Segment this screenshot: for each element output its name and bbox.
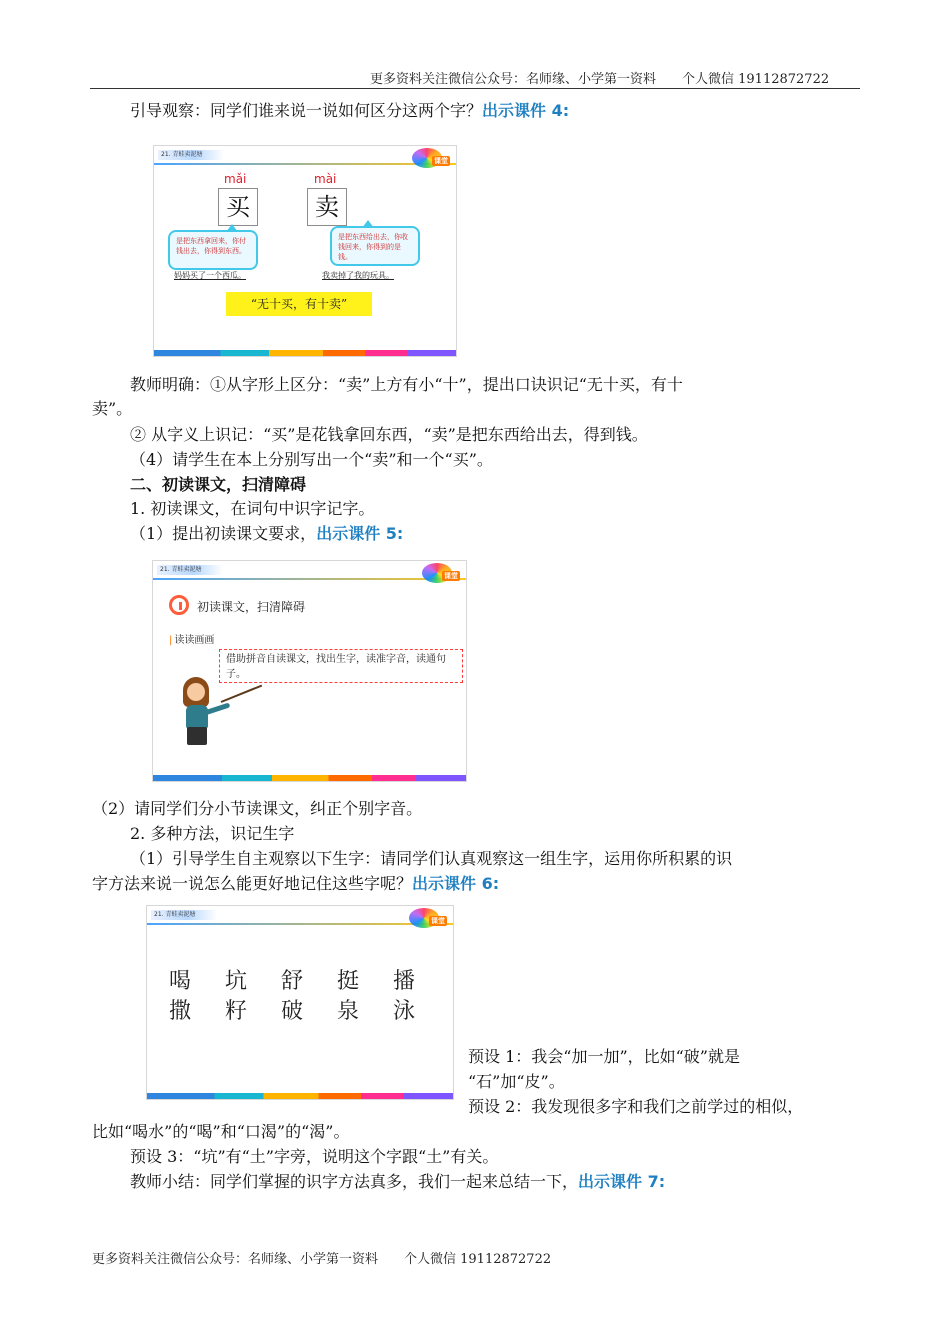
teacher-illustration <box>177 677 217 753</box>
char-buy: 买 <box>218 188 258 226</box>
paragraph-preset-1: 预设 1：我会“加一加”，比如“破”就是 <box>468 1047 740 1066</box>
char-keng: 坑 <box>225 969 248 994</box>
char-ting: 挺 <box>337 969 360 994</box>
char-sa: 撒 <box>169 999 192 1024</box>
courseware-link-7[interactable]: 出示课件 7: <box>578 1172 666 1191</box>
target-icon <box>169 595 189 615</box>
section-heading-2: 二、初读课文，扫清障碍 <box>130 475 307 494</box>
paragraph-preset-2: 预设 2：我发现很多字和我们之前学过的相似， <box>468 1097 804 1116</box>
courseware-slide-6 <box>146 905 454 1100</box>
requirement-text: （1）提出初读课文要求， <box>130 524 317 543</box>
observe-text: 字方法来说一说怎么能更好地记住这些字呢？ <box>92 874 413 893</box>
slide-bottom-stripe <box>154 350 456 356</box>
courseware-link-4[interactable]: 出示课件 4: <box>482 101 570 120</box>
paragraph-preset-2-cont: 比如“喝水”的“喝”和“口渴”的“渴”。 <box>92 1122 350 1141</box>
page-header: 更多资料关注微信公众号：名师缘、小学第一资料 个人微信 19112872722 <box>370 72 830 87</box>
paragraph-observe-cont <box>92 872 499 896</box>
bubble-sell-meaning: 是把东西给出去，你收钱回来，你得到的是钱。 <box>330 226 420 266</box>
slide-subtitle: | 读读画画 <box>169 631 214 646</box>
slide-bottom-stripe <box>147 1093 453 1099</box>
slide-tag: 21. 青蛙卖泥塘 <box>158 150 224 160</box>
sentence-buy: 妈妈买了一个西瓜。 <box>174 271 246 280</box>
paragraph-requirement <box>130 522 403 546</box>
mnemonic-rhyme: “无十买，有十卖” <box>226 292 372 316</box>
slide-tag: 21. 青蛙卖泥塘 <box>157 565 223 575</box>
paragraph-observe: （1）引导学生自主观察以下生字：请同学们认真观察这一组生字，运用你所积累的识 <box>130 849 733 868</box>
paragraph-read-sections: （2）请同学们分小节读课文，纠正个别字音。 <box>92 799 423 818</box>
brand-logo: 课堂 <box>414 563 460 585</box>
pinyin-mai3: mǎi <box>224 172 247 186</box>
slide-bottom-stripe <box>153 775 466 781</box>
guide-text: 引导观察：同学们谁来说一说如何区分这两个字？ <box>130 101 483 120</box>
paragraph-guide <box>130 99 569 123</box>
paragraph-teacher-clarify-cont: 卖”。 <box>92 399 133 418</box>
brand-logo: 课堂 <box>404 148 450 170</box>
char-bo: 播 <box>393 969 416 994</box>
paragraph-preset-1-cont: “石”加“皮”。 <box>468 1072 565 1091</box>
char-yong: 泳 <box>393 999 416 1024</box>
paragraph-teacher-summary <box>130 1170 665 1194</box>
paragraph-meaning: ② 从字义上识记：“买”是花钱拿回东西，“卖”是把东西给出去，得到钱。 <box>130 425 648 444</box>
paragraph-preset-3: 预设 3：“坑”有“土”字旁，说明这个字跟“土”有关。 <box>130 1147 499 1166</box>
header-rule <box>90 88 860 89</box>
char-quan: 泉 <box>337 999 360 1024</box>
courseware-link-5[interactable]: 出示课件 5: <box>316 524 404 543</box>
paragraph-methods: 2. 多种方法，识记生字 <box>130 824 295 843</box>
char-shu: 舒 <box>281 969 304 994</box>
page-footer: 更多资料关注微信公众号：名师缘、小学第一资料 个人微信 19112872722 <box>92 1252 552 1267</box>
bubble-buy-meaning: 是把东西拿回来，你付钱出去，你得到东西。 <box>168 230 258 270</box>
char-sell: 卖 <box>307 188 347 226</box>
slide-title: 初读课文，扫清障碍 <box>197 600 306 614</box>
char-he: 喝 <box>169 969 192 994</box>
char-zi: 籽 <box>225 999 248 1024</box>
paragraph-first-read: 1. 初读课文，在词句中识字记字。 <box>130 499 375 518</box>
courseware-slide-5 <box>152 560 467 782</box>
paragraph-write: （4）请学生在本上分别写出一个“卖”和一个“买”。 <box>130 450 493 469</box>
char-po: 破 <box>281 999 304 1024</box>
slide-tag: 21. 青蛙卖泥塘 <box>151 910 217 920</box>
courseware-link-6[interactable]: 出示课件 6: <box>412 874 500 893</box>
sentence-sell: 我卖掉了我的玩具。 <box>322 271 394 280</box>
brand-logo: 课堂 <box>401 908 447 930</box>
courseware-slide-4 <box>153 145 457 357</box>
paragraph-teacher-clarify: 教师明确：①从字形上区分：“卖”上方有小“十”，提出口诀识记“无十买，有十 <box>130 375 683 394</box>
reading-task-box: 借助拼音自读课文，找出生字，读准字音，读通句子。 <box>219 649 463 683</box>
pinyin-mai4: mài <box>314 172 337 186</box>
summary-text: 教师小结：同学们掌握的识字方法真多，我们一起来总结一下， <box>130 1172 579 1191</box>
